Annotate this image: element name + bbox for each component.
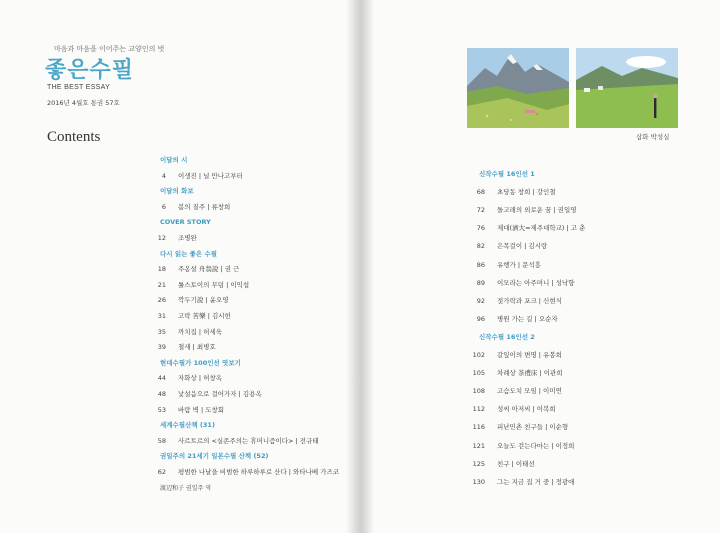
toc-page-number: 31 (157, 312, 166, 320)
toc-entry-text: 깍두기說 | 윤오영 (178, 296, 229, 305)
toc-page-number: 89 (476, 278, 485, 287)
toc-page-number: 105 (472, 369, 485, 378)
book-gutter (346, 0, 374, 533)
toc-page-number: 6 (161, 202, 166, 211)
toc-entry-text: 피난민촌 친구들 | 이순형 (497, 423, 569, 432)
toc-page-number: 125 (472, 459, 485, 468)
toc-entry-text: 이모라는 아주머니 | 성낙향 (497, 278, 575, 287)
toc-page-number: 92 (476, 296, 485, 305)
toc-entry-text: 조병완 (178, 234, 197, 242)
toc-entry-text: 까치집 | 허세욱 (178, 327, 222, 336)
toc-page-number: 86 (476, 260, 485, 269)
toc-entry-text: 渡辺和子 권일주 역 (160, 484, 211, 492)
issue-number: 2016년 4월호 통권 57호 (47, 99, 120, 107)
magazine-tagline: 마음과 마음을 이어주는 교양인의 벗 (54, 45, 165, 53)
toc-page-number: 116 (472, 423, 485, 432)
toc-page-number: 12 (157, 234, 166, 242)
toc-entry-text: 친구 | 이태선 (497, 459, 535, 468)
toc-entry-text: 성씨 아저씨 | 이복희 (497, 405, 556, 414)
toc-page-number: 102 (472, 351, 485, 359)
toc-entry-text: 돌고래의 외로운 꿈 | 권일영 (497, 206, 577, 215)
contents-heading: Contents (47, 129, 101, 145)
toc-entry-text: 고슴도치 모임 | 이미연 (497, 387, 562, 396)
photo-caption: 삽화 박성실 (636, 133, 670, 141)
toc-page-number: 48 (157, 390, 166, 398)
toc-page-number: 58 (157, 436, 166, 445)
toc-page-number: 26 (157, 296, 166, 305)
toc-page-number: 76 (476, 224, 485, 233)
toc-entry-text: 봄의 질주 | 류창희 (178, 202, 231, 211)
toc-page-number: 121 (472, 441, 485, 450)
toc-page-number: 82 (476, 242, 485, 251)
toc-entry-text: 갈잎이의 변명 | 유봉희 (497, 351, 562, 359)
toc-entry-text: COVER STORY (160, 218, 211, 227)
magazine-title: 좋은수필 (45, 58, 135, 83)
toc-entry-text: 세계수필산책 (31) (160, 421, 215, 430)
magazine-subtitle: THE BEST ESSAY (47, 84, 111, 91)
toc-page-number: 39 (157, 343, 166, 352)
toc-entry-text: 이생진 | 널 만나고부터 (178, 171, 243, 180)
toc-page-number: 18 (157, 265, 166, 274)
toc-page-number: 4 (161, 171, 166, 180)
toc-entry-text: 이달의 시 (160, 156, 188, 164)
toc-entry-text: 주옹설 舟翁說 | 권 근 (178, 265, 240, 274)
toc-page-number: 96 (476, 314, 485, 323)
toc-page-number: 21 (157, 280, 166, 289)
toc-entry-text: 차례상 茶禮床 | 이관희 (497, 369, 563, 378)
toc-entry-text: 그는 지금 집 거 중 | 정광애 (497, 477, 575, 486)
mountain-meadow-photo (467, 48, 569, 128)
toc-page-number: 112 (472, 405, 485, 414)
toc-entry-text: 고락 苦樂 | 김시헌 (178, 312, 231, 320)
toc-page-number: 130 (472, 477, 485, 486)
toc-entry-text: 철새 | 최병호 (178, 343, 216, 352)
toc-entry-text: 이달의 화보 (160, 187, 194, 196)
toc-page-number: 35 (157, 327, 166, 336)
toc-entry-text: 자화상 | 허창옥 (178, 374, 222, 383)
toc-entry-text: 현대수필가 100인선 엿보기 (160, 358, 241, 367)
toc-entry-text: 권일주의 21세기 일본수필 산책 (52) (160, 452, 269, 461)
toc-entry-text: 제대(濟大=제주대학교) | 고 춘 (497, 224, 586, 233)
toc-entry-text: 초당동 창희 | 강인철 (497, 188, 556, 197)
alpine-village-photo (576, 48, 678, 128)
toc-entry-text: 유행가 | 문석흥 (497, 260, 541, 269)
toc-entry-text: 바람 벽 | 도창회 (178, 405, 225, 414)
toc-page-number: 44 (157, 374, 166, 383)
toc-entry-text: 평범한 나날을 비범한 하루하루로 산다 | 와타나베 가즈코 (178, 468, 340, 476)
toc-page-number: 108 (472, 387, 485, 396)
toc-page-number: 72 (476, 206, 485, 215)
toc-entry-text: 젓가락과 포크 | 신현식 (497, 296, 562, 305)
toc-entry-text: 톨스토이의 무덤 | 이익섭 (178, 280, 250, 289)
toc-entry-text: 오늘도 걷는다마는 | 이정희 (497, 441, 575, 450)
left-page (0, 0, 356, 533)
toc-entry-text: 다시 읽는 좋은 수필 (160, 249, 218, 258)
toc-entry-text: 은목걸이 | 김시랑 (497, 242, 548, 251)
toc-page-number: 53 (157, 405, 166, 414)
toc-entry-text: 낯설음으로 걸어가자 | 김용옥 (178, 390, 262, 398)
toc-entry-text: 사르트르의 <실존주의는 휴머니즘이다> | 전규태 (178, 436, 319, 445)
toc-page-number: 62 (157, 468, 166, 476)
toc-entry-text: 신작수필 16인선 2 (479, 332, 535, 341)
toc-entry-text: 병원 가는 길 | 오순자 (497, 314, 558, 323)
toc-entry-text: 신작수필 16인선 1 (479, 170, 535, 178)
toc-page-number: 68 (476, 188, 485, 197)
